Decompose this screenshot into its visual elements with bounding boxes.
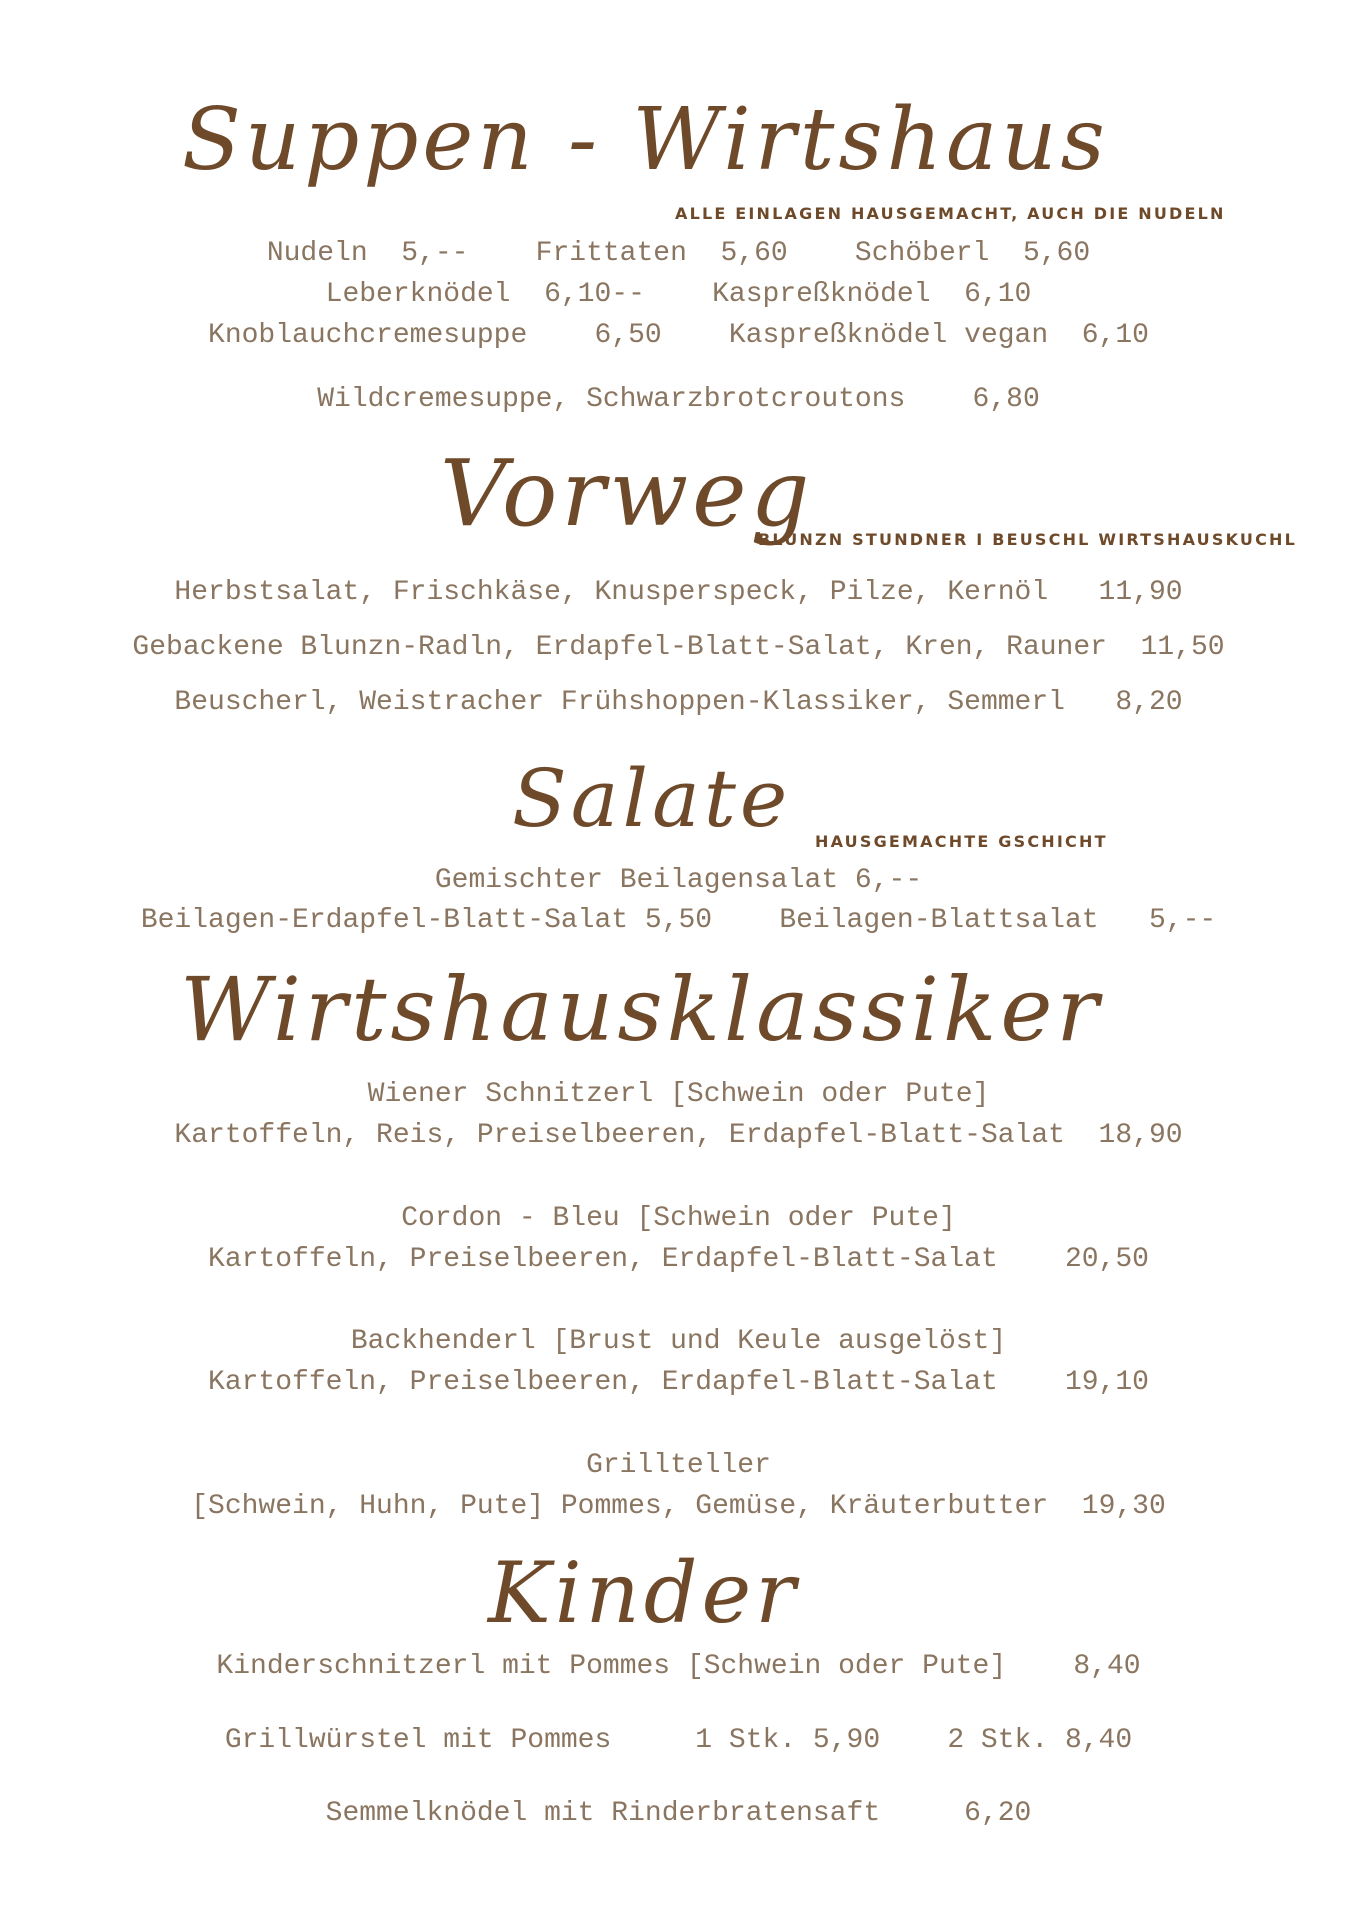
menu-line: Kartoffeln, Preiselbeeren, Erdapfel-Blatt-Salat 19,10 [208,1367,1149,1398]
suppen-title: Suppen - Wirtshaus [182,90,1109,190]
suppen-tagline: ALLE EINLAGEN HAUSGEMACHT, AUCH DIE NUDELN [675,204,1226,223]
menu-line: Grillwürstel mit Pommes 1 Stk. 5,90 2 Stk. 8,40 [224,1725,1133,1756]
menu-line: Nudeln 5,-- Frittaten 5,60 Schöberl 5,60 [266,238,1091,269]
menu-line: Semmelknödel mit Rinderbratensaft 6,20 [325,1798,1032,1829]
menu-line: Knoblauchcremesuppe 6,50 Kaspreßknödel vegan 6,10 [208,320,1149,351]
menu-line: Gebackene Blunzn-Radln, Erdapfel-Blatt-Salat, Kren, Rauner 11,50 [132,632,1225,663]
menu-line: Cordon - Bleu [Schwein oder Pute] [401,1203,956,1234]
menu-line: Leberknödel 6,10-- Kaspreßknödel 6,10 [325,279,1032,310]
vorweg-title: Vorweg [440,440,814,547]
salate-title: Salate [512,752,792,845]
klassiker-title: Wirtshausklassiker [180,958,1103,1061]
menu-line: Kinderschnitzerl mit Pommes [Schwein oder Pute] 8,40 [216,1651,1141,1682]
menu-line: Kartoffeln, Reis, Preiselbeeren, Erdapfel-Blatt-Salat 18,90 [174,1120,1183,1151]
menu-line: Beilagen-Erdapfel-Blatt-Salat 5,50 Beilagen-Blattsalat 5,-- [140,905,1217,936]
menu-line: Wildcremesuppe, Schwarzbrotcroutons 6,80 [317,384,1040,415]
menu-line: Herbstsalat, Frischkäse, Knusperspeck, Pilze, Kernöl 11,90 [174,577,1183,608]
menu-line: Backhenderl [Brust und Keule ausgelöst] [350,1326,1007,1357]
menu-line: Beuscherl, Weistracher Frühshoppen-Klassiker, Semmerl 8,20 [174,687,1183,718]
salate-tagline: HAUSGEMACHTE GSCHICHT [815,832,1108,851]
vorweg-tagline: BLUNZN STUNDNER I BEUSCHL WIRTSHAUSKUCHL [758,530,1298,549]
kinder-title: Kinder [488,1544,800,1642]
menu-line: Kartoffeln, Preiselbeeren, Erdapfel-Blatt-Salat 20,50 [208,1244,1149,1275]
menu-line: Wiener Schnitzerl [Schwein oder Pute] [367,1079,990,1110]
menu-line: Gemischter Beilagensalat 6,-- [434,865,923,896]
menu-line: Grillteller [586,1450,771,1481]
menu-line: [Schwein, Huhn, Pute] Pommes, Gemüse, Kräuterbutter 19,30 [191,1491,1166,1522]
